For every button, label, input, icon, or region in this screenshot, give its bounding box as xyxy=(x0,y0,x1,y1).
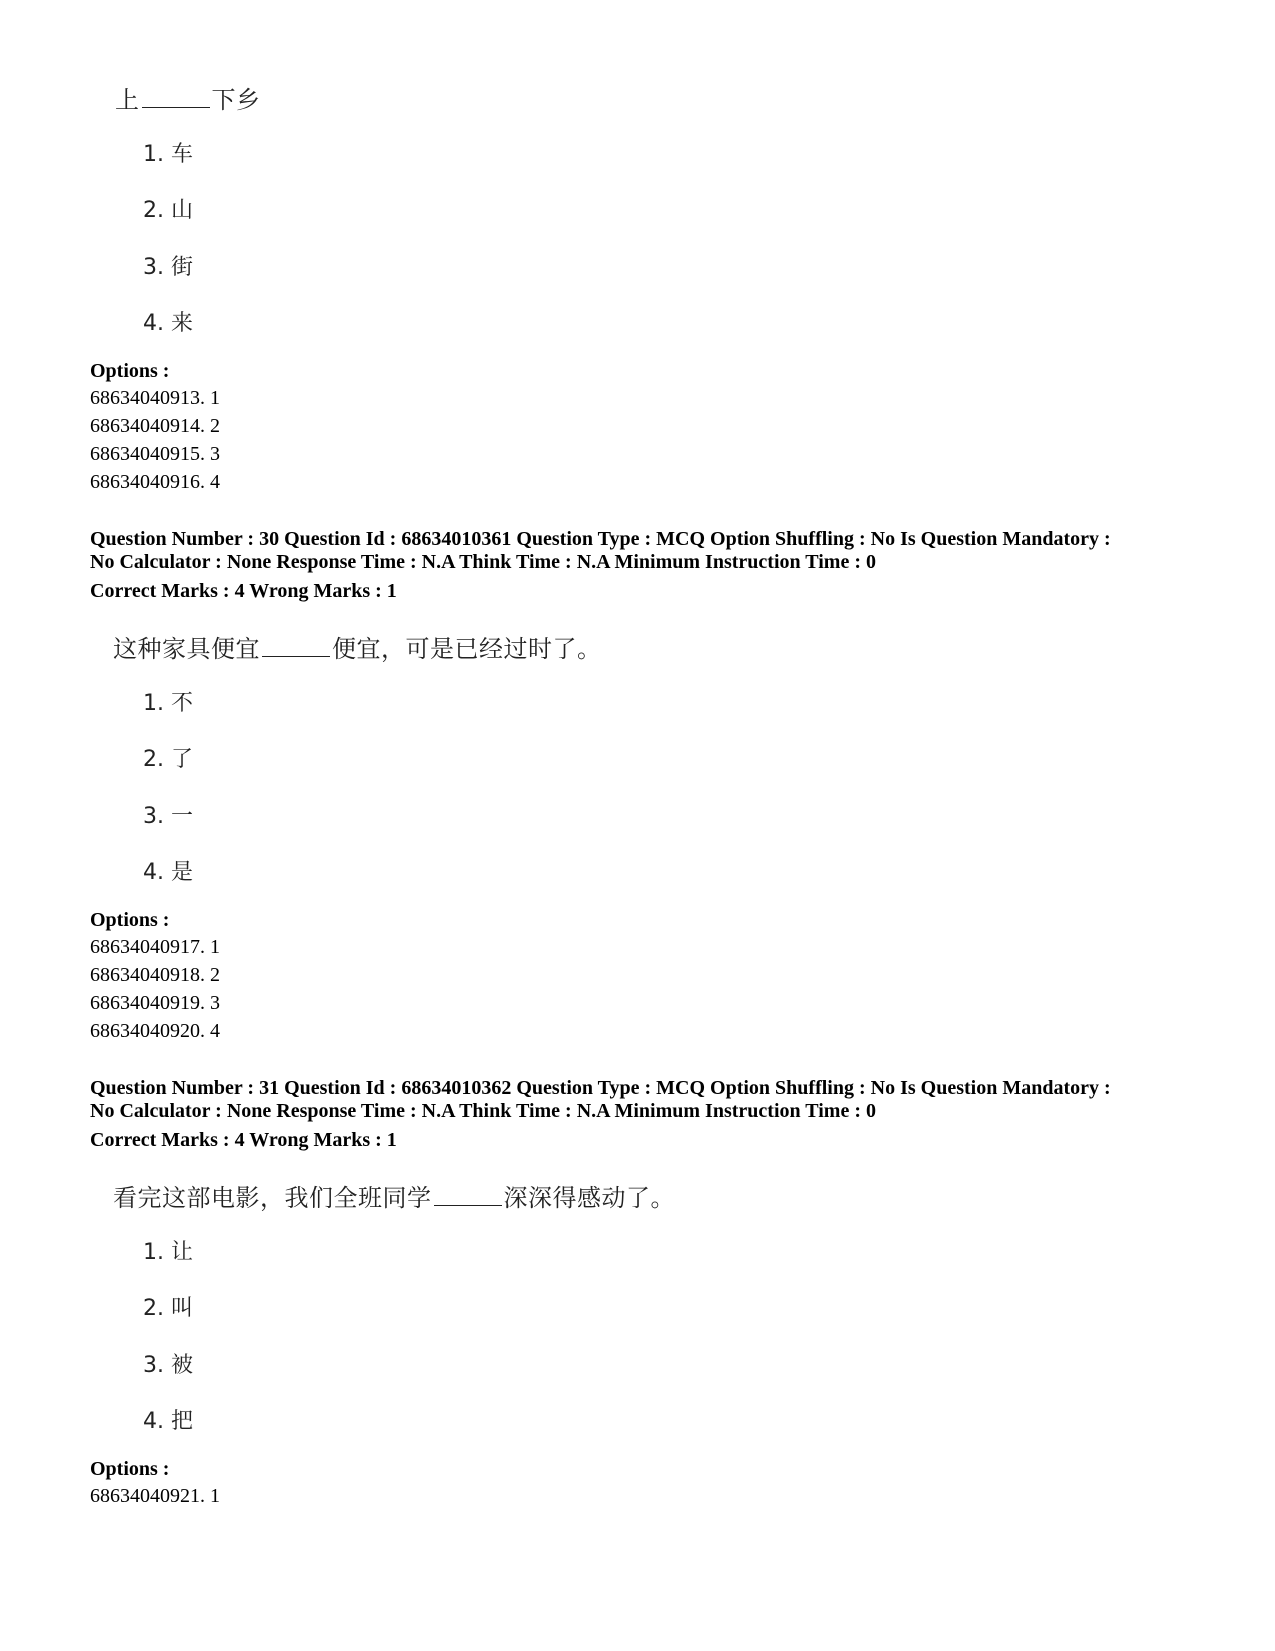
q30-choice-3: 3. 一 xyxy=(143,804,193,829)
q29-option-1: 68634040913. 1 xyxy=(90,387,220,409)
q29-options-label: Options : xyxy=(90,360,170,382)
q29-stem-before: 上 xyxy=(115,86,140,114)
q30-stem-before: 这种家具便宜 xyxy=(113,635,260,663)
q31-blank xyxy=(434,1204,502,1206)
q29-option-3: 68634040915. 3 xyxy=(90,443,220,465)
q31-meta-line-2: No Calculator : None Response Time : N.A Think Time : N.A Minimum Instruction Time : 0 xyxy=(90,1100,876,1122)
q30-blank xyxy=(262,655,330,657)
q30-choice-2: 2. 了 xyxy=(143,747,193,772)
q31-choice-3: 3. 被 xyxy=(143,1353,193,1378)
q30-meta-line-1: Question Number : 30 Question Id : 68634010361 Question Type : MCQ Option Shuffling : No Is Question Mandatory : xyxy=(90,528,1111,550)
q30-option-1: 68634040917. 1 xyxy=(90,936,220,958)
q29-choice-3: 3. 街 xyxy=(143,255,193,280)
q31-stem-after: 深深得感动了。 xyxy=(503,1184,675,1212)
q31-marks: Correct Marks : 4 Wrong Marks : 1 xyxy=(90,1129,397,1151)
q31-choice-1: 1. 让 xyxy=(143,1240,193,1265)
q31-choice-4: 4. 把 xyxy=(143,1409,193,1434)
q29-stem-after: 下乡 xyxy=(211,86,261,114)
q30-meta-line-2: No Calculator : None Response Time : N.A Think Time : N.A Minimum Instruction Time : 0 xyxy=(90,551,876,573)
q29-choice-2: 2. 山 xyxy=(143,198,193,223)
q29-choice-1: 1. 车 xyxy=(143,142,193,167)
q29-stem xyxy=(115,80,261,115)
q30-choice-4: 4. 是 xyxy=(143,860,193,885)
q31-meta xyxy=(90,1077,1190,1123)
q31-option-1: 68634040921. 1 xyxy=(90,1485,220,1507)
q30-choice-1: 1. 不 xyxy=(143,691,193,716)
q30-option-4: 68634040920. 4 xyxy=(90,1020,220,1042)
q29-option-4: 68634040916. 4 xyxy=(90,471,220,493)
q31-meta-line-1: Question Number : 31 Question Id : 68634010362 Question Type : MCQ Option Shuffling : No Is Question Mandatory : xyxy=(90,1077,1111,1099)
q30-options-label: Options : xyxy=(90,909,170,931)
q31-stem-before: 看完这部电影，我们全班同学 xyxy=(113,1184,432,1212)
q30-stem xyxy=(113,629,602,664)
q29-option-2: 68634040914. 2 xyxy=(90,415,220,437)
q31-options-label: Options : xyxy=(90,1458,170,1480)
q29-blank xyxy=(142,106,210,108)
q30-meta xyxy=(90,528,1190,574)
q30-option-2: 68634040918. 2 xyxy=(90,964,220,986)
q29-choice-4: 4. 来 xyxy=(143,311,193,336)
q31-choice-2: 2. 叫 xyxy=(143,1296,193,1321)
q31-stem xyxy=(113,1178,675,1213)
q30-stem-after: 便宜，可是已经过时了。 xyxy=(332,635,602,663)
q30-option-3: 68634040919. 3 xyxy=(90,992,220,1014)
q30-marks: Correct Marks : 4 Wrong Marks : 1 xyxy=(90,580,397,602)
